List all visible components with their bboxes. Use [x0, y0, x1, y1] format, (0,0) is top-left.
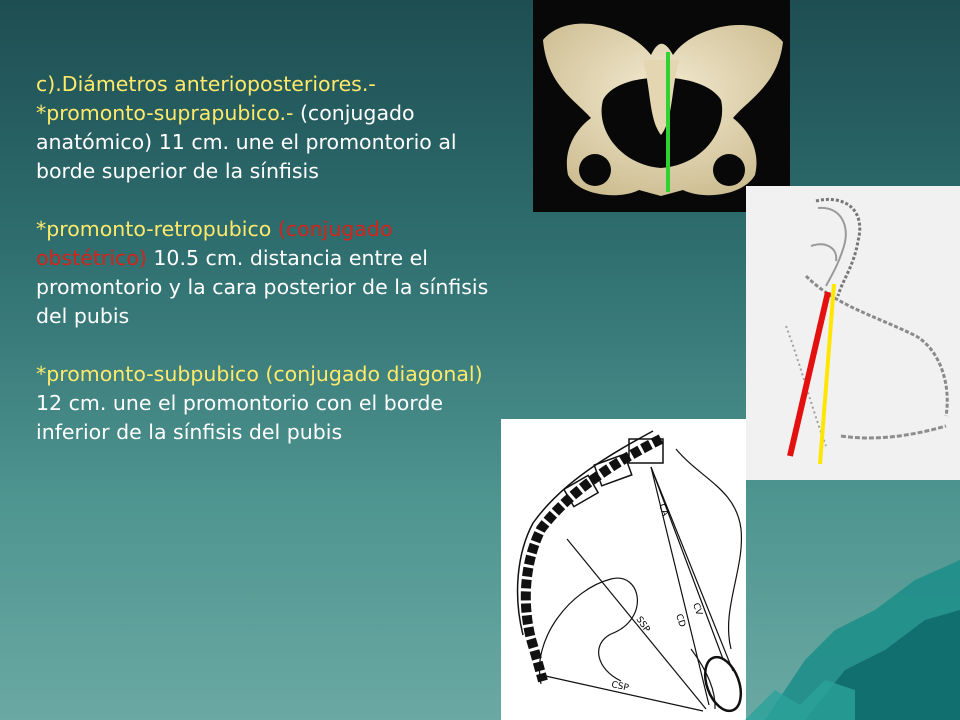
- pelvic-diameters-diagram: [501, 419, 746, 720]
- decorative-waves: [745, 540, 960, 720]
- conjugate-anatomico: (conjugado anatómico): [36, 101, 415, 154]
- paragraph-anatomic: [36, 70, 496, 186]
- paragraph-diagonal: [36, 360, 496, 447]
- description-anatomico: 11 cm. une el promontorio al borde superior de la sínfisis: [36, 130, 457, 183]
- paragraph-obstetric: [36, 215, 496, 331]
- lateral-xray-image: [746, 186, 960, 480]
- sacrum-sketch: [746, 186, 960, 480]
- label-ssp: SSP: [633, 614, 652, 635]
- description-obstetrico: 10.5 cm. distancia entre el promontorio y la cara posterior de la sínfisis del pubis: [36, 246, 489, 328]
- label-cv: CV: [690, 601, 704, 617]
- slide-text: [36, 70, 496, 476]
- wave-decoration: [745, 540, 960, 720]
- label-cd: CD: [673, 612, 687, 629]
- description-diagonal: 12 cm. une el promontorio con el borde inferior de la sínfisis del pubis: [36, 391, 444, 444]
- slide-heading: c).Diámetros anterioposteriores.-: [36, 72, 376, 96]
- pelvis-bone-illustration: [533, 0, 790, 212]
- pelvis-photo: [533, 0, 790, 212]
- conjugate-obstetrico: (conjugado obstétrico): [36, 217, 393, 270]
- term-retropubico: *promonto-retropubico: [36, 217, 272, 241]
- label-ca: CA: [656, 502, 670, 518]
- label-csp: CSP: [610, 680, 630, 694]
- term-suprapubico: *promonto-suprapubico.-: [36, 101, 294, 125]
- conjugate-diagonal: (conjugado diagonal): [265, 362, 483, 386]
- diagram-drawing: [501, 419, 746, 720]
- term-subpubico: *promonto-subpubico: [36, 362, 259, 386]
